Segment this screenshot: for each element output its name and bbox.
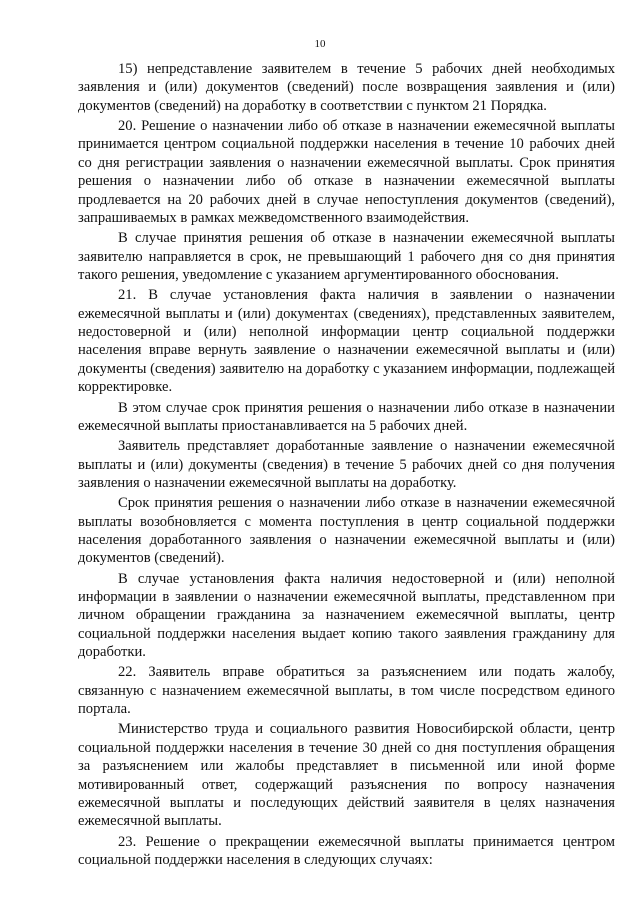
paragraph-22: 22. Заявитель вправе обратиться за разъяснением или подать жалобу, связанную с назначением ежемесячной выплаты, в том числе посредством единого портала.: [78, 664, 615, 718]
paragraph-20: 20. Решение о назначении либо об отказе в назначении ежемесячной выплаты принимается центром социальной поддержки населения в течение 10 рабочих дней со дня регистрации заявления о назначении ежемесячной выплаты. Срок принятия решения о назначении либо об отказе в назначении ежемесячной выплаты продлевается на 20 рабочих дней в случае непоступления документов (сведений), запрашиваемых в рамках межведомственного взаимодействия.: [78, 118, 615, 227]
paragraph-21-suspension: В этом случае срок принятия решения о назначении либо отказе в назначении ежемесячной выплаты приостанавливается на 5 рабочих дней.: [78, 399, 615, 434]
paragraph-21-personal-appeal: В случае установления факта наличия недостоверной и (или) неполной информации в заявлении о назначении ежемесячной выплаты, представленном при личном обращении гражданина за назначением ежемесячной выплаты, центр социальной поддержки населения выдает копию такого заявления гражданину для доработки.: [78, 570, 615, 661]
document-body: [78, 60, 615, 871]
paragraph-20-refusal: В случае принятия решения об отказе в назначении ежемесячной выплаты заявителю направляется в срок, не превышающий 1 рабочего дня со дня принятия такого решения, уведомление с указанием аргументированного обоснования.: [78, 230, 615, 284]
paragraph-21-resubmission: Заявитель представляет доработанные заявление о назначении ежемесячной выплаты и (или) документы (сведения) в течение 5 рабочих дней со дня получения заявления о назначении ежемесячной выплаты на доработку.: [78, 438, 615, 491]
paragraph-23: 23. Решение о прекращении ежемесячной выплаты принимается центром социальной поддержки населения в следующих случаях:: [78, 833, 615, 869]
paragraph-21-resumption: Срок принятия решения о назначении либо отказе в назначении ежемесячной выплаты возобновляется с момента поступления в центр социальной поддержки населения доработанного заявления о назначении ежемесячной выплаты и (или) документов (сведений).: [78, 495, 615, 567]
paragraph-21: 21. В случае установления факта наличия в заявлении о назначении ежемесячной выплаты и (или) документах (сведениях), представленных заявителем, недостоверной и (или) неполной информации центр социальной поддержки населения вправе вернуть заявление о назначении ежемесячной выплаты и (или) документы (сведения) заявителю на доработку с указанием информации, подлежащей корректировке.: [78, 287, 615, 396]
page-number: 10: [314, 38, 326, 50]
paragraph-22-ministry-response: Министерство труда и социального развития Новосибирской области, центр социальной поддержки населения в течение 30 дней со дня поступления обращения за разъяснением или жалобы представляет в письменной или иной форме мотивированный ответ, содержащий разъяснения по вопросу назначения ежемесячной выплаты и последующих действий заявителя в целях назначения ежемесячной выплаты.: [78, 721, 615, 830]
paragraph-15: 15) непредставление заявителем в течение 5 рабочих дней необходимых заявления и (или) документов (сведений) после возвращения заявления и (или) документов (сведений) на доработку в соответствии с пунктом 21 Порядка.: [78, 61, 615, 114]
